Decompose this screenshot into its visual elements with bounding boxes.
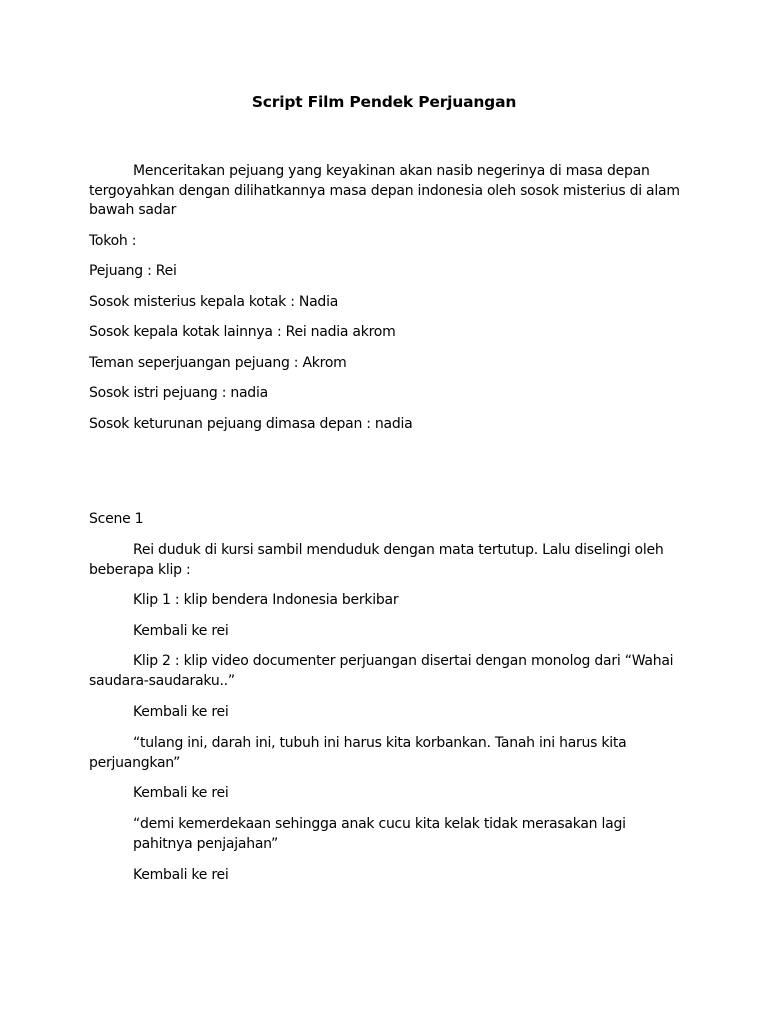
character-line: Teman seperjuangan pejuang : Akrom	[89, 355, 347, 371]
scene-paragraph: Kembali ke rei	[133, 704, 229, 720]
scene-paragraph: Klip 1 : klip bendera Indonesia berkibar	[133, 592, 399, 608]
scene-paragraph: “demi kemerdekaan sehingga anak cucu kita kelak tidak merasakan lagi pahitnya penjajahan”	[133, 816, 626, 852]
character-line: Sosok misterius kepala kotak : Nadia	[89, 294, 339, 310]
intro-paragraph: Menceritakan pejuang yang keyakinan akan nasib negerinya di masa depan tergoyahkan dengan dilihatkannya masa depan indonesia oleh sosok misterius di alam bawah sadar	[89, 163, 680, 218]
tokoh-label: Tokoh :	[89, 233, 137, 249]
scene-paragraph: Rei duduk di kursi sambil menduduk dengan mata tertutup. Lalu diselingi oleh beberapa klip :	[89, 542, 664, 578]
document-title: Script Film Pendek Perjuangan	[251, 93, 517, 111]
scene-paragraph: Kembali ke rei	[133, 785, 229, 801]
character-line: Sosok keturunan pejuang dimasa depan : nadia	[89, 416, 413, 432]
character-line: Sosok kepala kotak lainnya : Rei nadia akrom	[89, 324, 396, 340]
scene-paragraph: “tulang ini, darah ini, tubuh ini harus kita korbankan. Tanah ini harus kita perjuangkan”	[89, 735, 627, 771]
scene-heading: Scene 1	[89, 511, 144, 527]
scene-paragraph: Klip 2 : klip video documenter perjuangan disertai dengan monolog dari “Wahai saudara-saudaraku..”	[89, 653, 674, 689]
character-line: Sosok istri pejuang : nadia	[89, 385, 268, 401]
scene-paragraph: Kembali ke rei	[133, 623, 229, 639]
character-line: Pejuang : Rei	[89, 263, 177, 279]
scene-paragraph: Kembali ke rei	[133, 867, 229, 883]
